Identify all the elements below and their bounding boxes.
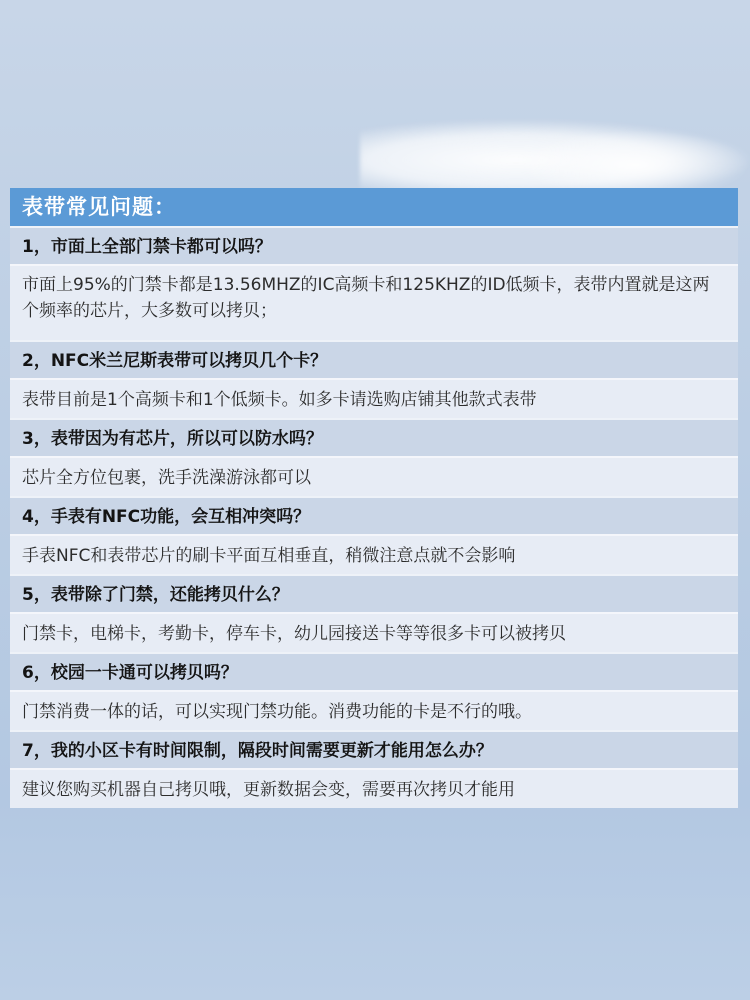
faq-answer-4: 手表NFC和表带芯片的刷卡平面互相垂直，稍微注意点就不会影响 [10,534,738,574]
faq-answer-1: 市面上95%的门禁卡都是13.56MHZ的IC高频卡和125KHZ的ID低频卡，表带内置就是这两个频率的芯片，大多数可以拷贝； [10,264,738,340]
faq-question-2: 2，NFC米兰尼斯表带可以拷贝几个卡？ [10,340,738,378]
faq-answer-7: 建议您购买机器自己拷贝哦，更新数据会变，需要再次拷贝才能用 [10,768,738,808]
faq-answer-6: 门禁消费一体的话，可以实现门禁功能。消费功能的卡是不行的哦。 [10,690,738,730]
faq-question-3: 3，表带因为有芯片，所以可以防水吗？ [10,418,738,456]
faq-title: 表带常见问题： [10,188,738,226]
faq-question-5: 5，表带除了门禁，还能拷贝什么？ [10,574,738,612]
faq-answer-2: 表带目前是1个高频卡和1个低频卡。如多卡请选购店铺其他款式表带 [10,378,738,418]
faq-question-1: 1，市面上全部门禁卡都可以吗？ [10,226,738,264]
faq-answer-3: 芯片全方位包裹，洗手洗澡游泳都可以 [10,456,738,496]
faq-table [10,188,738,808]
faq-question-7: 7，我的小区卡有时间限制，隔段时间需要更新才能用怎么办？ [10,730,738,768]
faq-question-6: 6，校园一卡通可以拷贝吗？ [10,652,738,690]
faq-answer-5: 门禁卡，电梯卡，考勤卡，停车卡，幼儿园接送卡等等很多卡可以被拷贝 [10,612,738,652]
faq-question-4: 4，手表有NFC功能，会互相冲突吗？ [10,496,738,534]
